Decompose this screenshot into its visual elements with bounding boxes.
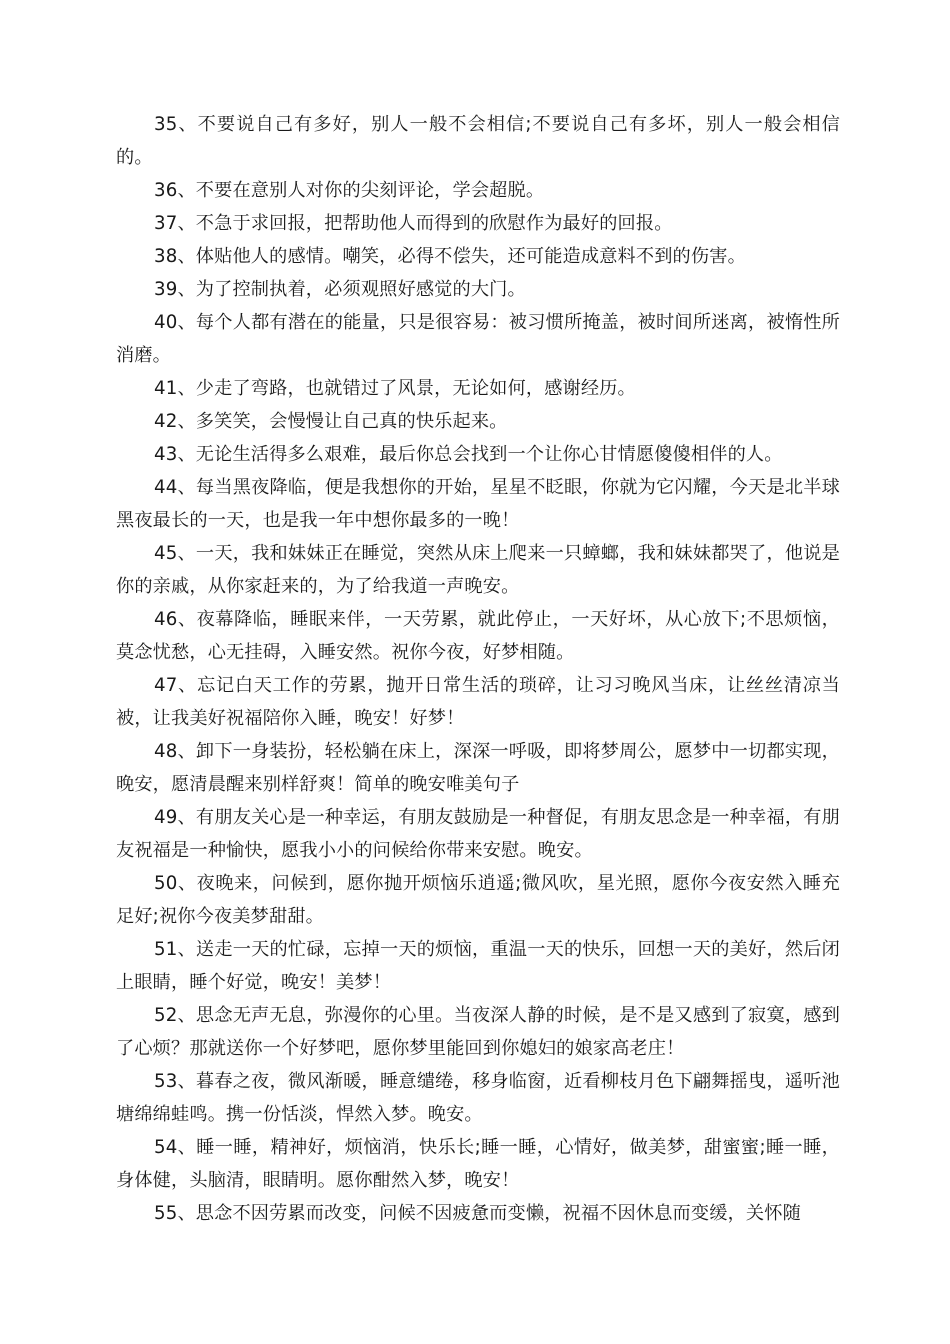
paragraph-48: 48、卸下一身装扮，轻松躺在床上，深深一呼吸，即将梦周公，愿梦中一切都实现，晚安，愿清晨醒来别样舒爽！简单的晚安唯美句子 (116, 741, 840, 795)
paragraph-53: 53、暮春之夜，微风渐暖，睡意缱绻，移身临窗，近看柳枝月色下翩舞摇曳，遥听池塘绵绵蛙鸣。携一份恬淡，悍然入梦。晚安。 (116, 1071, 840, 1125)
paragraph-54: 54、睡一睡，精神好，烦恼消，快乐长;睡一睡，心情好，做美梦，甜蜜蜜;睡一睡，身体健，头脑清，眼睛明。愿你酣然入梦，晚安！ (116, 1137, 840, 1191)
paragraph-40: 40、每个人都有潜在的能量，只是很容易：被习惯所掩盖，被时间所迷离，被惰性所消磨。 (116, 312, 840, 366)
paragraph-46: 46、夜幕降临，睡眠来伴，一天劳累，就此停止，一天好坏，从心放下;不思烦恼，莫念忧愁，心无挂碍，入睡安然。祝你今夜，好梦相随。 (116, 609, 840, 663)
paragraph-55: 55、思念不因劳累而改变，问候不因疲惫而变懒，祝福不因休息而变缓，关怀随 (154, 1203, 801, 1224)
paragraph-51: 51、送走一天的忙碌，忘掉一天的烦恼，重温一天的快乐，回想一天的美好，然后闭上眼睛，睡个好觉，晚安！美梦！ (116, 939, 840, 993)
paragraph-49: 49、有朋友关心是一种幸运，有朋友鼓励是一种督促，有朋友思念是一种幸福，有朋友祝福是一种愉快，愿我小小的问候给你带来安慰。晚安。 (116, 807, 840, 861)
paragraph-38: 38、体贴他人的感情。嘲笑，必得不偿失，还可能造成意料不到的伤害。 (154, 246, 746, 267)
paragraph-44: 44、每当黑夜降临，便是我想你的开始，星星不眨眼，你就为它闪耀，今天是北半球黑夜最长的一天，也是我一年中想你最多的一晚！ (116, 477, 840, 531)
paragraph-37: 37、不急于求回报，把帮助他人而得到的欣慰作为最好的回报。 (154, 213, 673, 234)
paragraph-45: 45、一天，我和妹妹正在睡觉，突然从床上爬来一只蟑螂，我和妹妹都哭了，他说是你的亲戚，从你家赶来的，为了给我道一声晚安。 (116, 543, 840, 597)
paragraph-39: 39、为了控制执着，必须观照好感觉的大门。 (154, 279, 526, 300)
document-body (116, 108, 840, 1230)
paragraph-42: 42、多笑笑，会慢慢让自己真的快乐起来。 (154, 411, 508, 432)
paragraph-50: 50、夜晚来，问候到，愿你抛开烦恼乐逍遥;微风吹，星光照，愿你今夜安然入睡充足好;祝你今夜美梦甜甜。 (116, 873, 840, 927)
paragraph-41: 41、少走了弯路，也就错过了风景，无论如何，感谢经历。 (154, 378, 636, 399)
paragraph-43: 43、无论生活得多么艰难，最后你总会找到一个让你心甘情愿傻傻相伴的人。 (154, 444, 783, 465)
paragraph-52: 52、思念无声无息，弥漫你的心里。当夜深人静的时候，是不是又感到了寂寞，感到了心烦？那就送你一个好梦吧，愿你梦里能回到你媳妇的娘家高老庄！ (116, 1005, 840, 1059)
paragraph-47: 47、忘记白天工作的劳累，抛开日常生活的琐碎，让习习晚风当床，让丝丝清凉当被，让我美好祝福陪你入睡，晚安！好梦！ (116, 675, 840, 729)
paragraph-35: 35、不要说自己有多好，别人一般不会相信;不要说自己有多坏，别人一般会相信的。 (116, 114, 840, 168)
paragraph-36: 36、不要在意别人对你的尖刻评论，学会超脱。 (154, 180, 545, 201)
